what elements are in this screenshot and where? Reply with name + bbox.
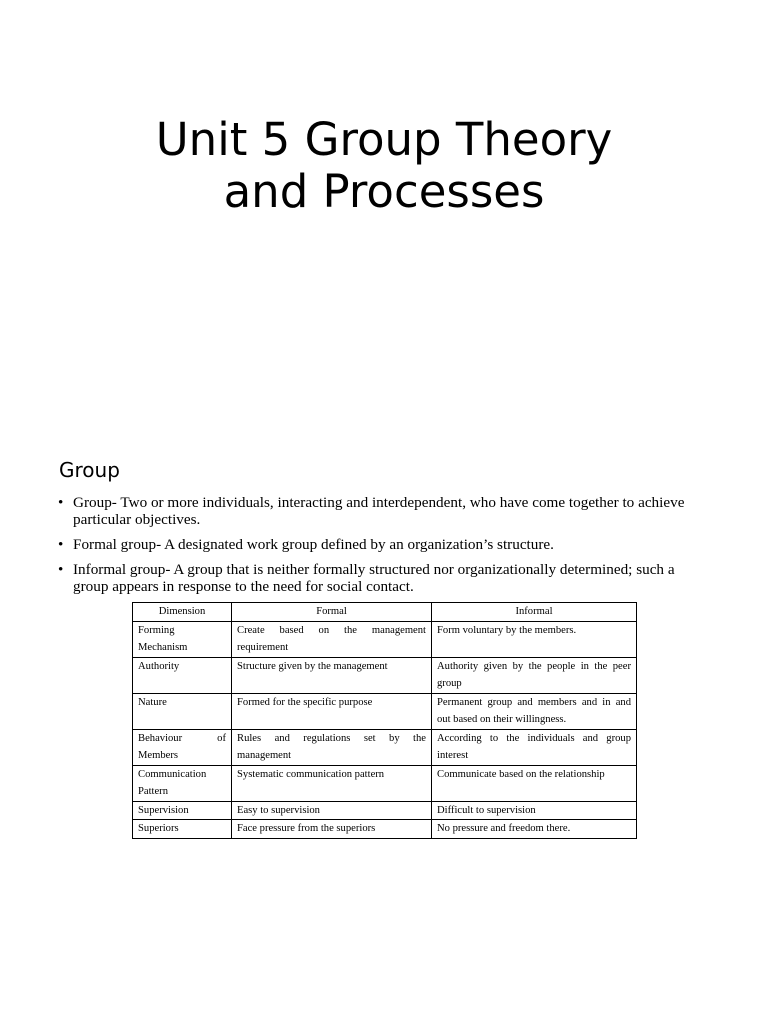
table-cell: Behaviour of Members	[133, 729, 232, 765]
section-heading: Group	[59, 458, 120, 482]
table-cell: Formed for the specific purpose	[232, 693, 432, 729]
bullet-glyph: •	[58, 536, 64, 553]
table-cell: Superiors	[133, 820, 232, 839]
column-header: Formal	[232, 603, 432, 622]
table-cell: Rules and regulations set by the management	[232, 729, 432, 765]
bullet-glyph: •	[58, 494, 64, 511]
table-row	[133, 729, 637, 765]
table-row	[133, 657, 637, 693]
table-cell: Structure given by the management	[232, 657, 432, 693]
table-row	[133, 765, 637, 801]
table-cell: Form voluntary by the members.	[432, 621, 637, 657]
table-cell: No pressure and freedom there.	[432, 820, 637, 839]
bullet-text: Group- Two or more individuals, interacting and interdependent, who have come together to achieve particular objectives.	[73, 494, 685, 528]
table-cell: Create based on the management requirement	[232, 621, 432, 657]
table-header-row	[133, 603, 637, 622]
bullet-item	[58, 561, 708, 595]
table-cell: Easy to supervision	[232, 801, 432, 820]
table-cell: Supervision	[133, 801, 232, 820]
table-cell: Face pressure from the superiors	[232, 820, 432, 839]
bullet-text: Informal group- A group that is neither formally structured nor organizationally determined; such a group appears in response to the need for social contact.	[73, 561, 675, 595]
table-row	[133, 693, 637, 729]
table-row	[133, 820, 637, 839]
title-line-1: Unit 5 Group Theory	[155, 113, 613, 166]
table-cell: Authority	[133, 657, 232, 693]
bullet-item	[58, 536, 708, 553]
bullet-list	[58, 494, 708, 603]
table-cell: Forming Mechanism	[133, 621, 232, 657]
table-cell: Nature	[133, 693, 232, 729]
table-cell: Communicate based on the relationship	[432, 765, 637, 801]
bullet-item	[58, 494, 708, 528]
column-header: Informal	[432, 603, 637, 622]
table-cell: According to the individuals and group interest	[432, 729, 637, 765]
comparison-table	[132, 602, 637, 839]
bullet-glyph: •	[58, 561, 64, 578]
table-row	[133, 621, 637, 657]
table-cell: Systematic communication pattern	[232, 765, 432, 801]
title-line-2: and Processes	[223, 165, 545, 218]
column-header: Dimension	[133, 603, 232, 622]
table-cell: Difficult to supervision	[432, 801, 637, 820]
table-cell: Communication Pattern	[133, 765, 232, 801]
table-cell: Permanent group and members and in and out based on their willingness.	[432, 693, 637, 729]
table-cell: Authority given by the people in the peer group	[432, 657, 637, 693]
table-row	[133, 801, 637, 820]
page-title	[0, 114, 768, 218]
bullet-text: Formal group- A designated work group defined by an organization’s structure.	[73, 536, 554, 553]
